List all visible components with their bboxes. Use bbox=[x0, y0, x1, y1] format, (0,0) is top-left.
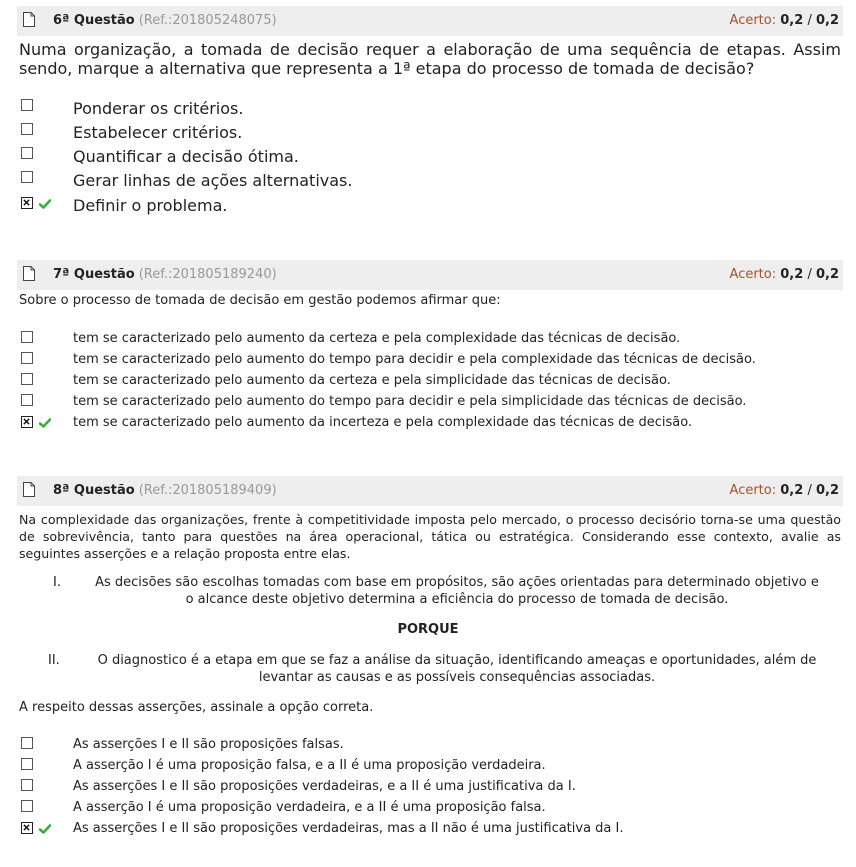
question-8-header bbox=[17, 476, 843, 506]
option-text: Quantificar a decisão ótima. bbox=[73, 147, 299, 166]
question-8-statement: Na complexidade das organizações, frente à competitividade imposta pelo mercado, o processo decisório torna-se uma questão de sobrevivência, tanto para questões na área operacional, tática ou estratégica. Considerando esse contexto, avalie as seguintes asserções e a relação proposta entre elas. bbox=[19, 512, 841, 561]
checkbox[interactable] bbox=[21, 352, 33, 364]
option-text: Definir o problema. bbox=[73, 196, 228, 215]
checkbox[interactable] bbox=[21, 394, 33, 406]
x-mark-icon bbox=[22, 417, 31, 426]
assertion-2-number: II. bbox=[48, 653, 60, 668]
question-number: 6ª Questão (Ref.:201805248075) bbox=[53, 13, 277, 28]
document-icon bbox=[23, 12, 35, 27]
question-6-header bbox=[17, 6, 843, 36]
assertion-1-line-1: As decisões são escolhas tomadas com base em propósitos, são ações orientadas para determinado objetivo e bbox=[95, 575, 819, 590]
option-text: Gerar linhas de ações alternativas. bbox=[73, 171, 353, 190]
score: Acerto: 0,2 / 0,2 bbox=[729, 13, 839, 28]
checkbox[interactable] bbox=[21, 758, 33, 770]
question-7-header bbox=[17, 260, 843, 290]
question-7-statement: Sobre o processo de tomada de decisão em gestão podemos afirmar que: bbox=[19, 293, 501, 308]
option-text: A asserção I é uma proposição verdadeira, e a II é uma proposição falsa. bbox=[73, 800, 546, 815]
assertion-2-line-2: levantar as causas e as possíveis consequências associadas. bbox=[258, 670, 656, 685]
checkbox[interactable] bbox=[21, 800, 33, 812]
checkbox-checked[interactable] bbox=[21, 822, 33, 834]
assertion-1-line-2: o alcance deste objetivo determina a eficiência do processo de tomada de decisão. bbox=[185, 592, 729, 607]
document-icon bbox=[23, 266, 35, 281]
option-text: tem se caracterizado pelo aumento da certeza e pela complexidade das técnicas de decisão. bbox=[73, 331, 681, 346]
checkbox[interactable] bbox=[21, 779, 33, 791]
checkbox[interactable] bbox=[21, 373, 33, 385]
option-text: As asserções I e II são proposições verdadeiras, mas a II não é uma justificativa da I. bbox=[73, 821, 624, 836]
question-ref: (Ref.:201805189409) bbox=[138, 483, 277, 498]
assertion-1-number: I. bbox=[53, 575, 61, 590]
x-mark-icon bbox=[22, 198, 31, 207]
option-text: As asserções I e II são proposições falsas. bbox=[73, 737, 344, 752]
checkbox[interactable] bbox=[21, 99, 33, 111]
correct-check-icon bbox=[39, 199, 51, 209]
checkbox[interactable] bbox=[21, 123, 33, 135]
correct-check-icon bbox=[39, 418, 51, 428]
question-number: 8ª Questão (Ref.:201805189409) bbox=[53, 483, 277, 498]
checkbox[interactable] bbox=[21, 171, 33, 183]
checkbox-checked[interactable] bbox=[21, 197, 33, 209]
option-text: tem se caracterizado pelo aumento da incerteza e pela complexidade das técnicas de decisão. bbox=[73, 415, 693, 430]
porque-label: PORQUE bbox=[397, 622, 459, 637]
checkbox[interactable] bbox=[21, 147, 33, 159]
checkbox[interactable] bbox=[21, 737, 33, 749]
question-number: 7ª Questão (Ref.:201805189240) bbox=[53, 267, 277, 282]
option-text: tem se caracterizado pelo aumento do tempo para decidir e pela simplicidade das técnicas de decisão. bbox=[73, 394, 747, 409]
assertion-2-line-1: O diagnostico é a etapa em que se faz a análise da situação, identificando ameaças e oportunidades, além de bbox=[97, 653, 817, 668]
option-text: tem se caracterizado pelo aumento da certeza e pela simplicidade das técnicas de decisão. bbox=[73, 373, 671, 388]
checkbox[interactable] bbox=[21, 331, 33, 343]
score: Acerto: 0,2 / 0,2 bbox=[729, 483, 839, 498]
checkbox-checked[interactable] bbox=[21, 416, 33, 428]
question-ref: (Ref.:201805248075) bbox=[138, 13, 277, 28]
score: Acerto: 0,2 / 0,2 bbox=[729, 267, 839, 282]
option-text: As asserções I e II são proposições verdadeiras, e a II é uma justificativa da I. bbox=[73, 779, 576, 794]
option-text: tem se caracterizado pelo aumento do tempo para decidir e pela complexidade das técnicas de decisão. bbox=[73, 352, 756, 367]
question-6-statement: Numa organização, a tomada de decisão requer a elaboração de uma sequência de etapas. Assim sendo, marque a alternativa que representa a 1ª etapa do processo de tomada de decisão? bbox=[19, 40, 841, 78]
question-ref: (Ref.:201805189240) bbox=[138, 267, 277, 282]
option-text: Estabelecer critérios. bbox=[73, 123, 243, 142]
question-8-prompt: A respeito dessas asserções, assinale a opção correta. bbox=[19, 700, 374, 715]
x-mark-icon bbox=[22, 823, 31, 832]
option-text: Ponderar os critérios. bbox=[73, 99, 244, 118]
option-text: A asserção I é uma proposição falsa, e a II é uma proposição verdadeira. bbox=[73, 758, 546, 773]
correct-check-icon bbox=[39, 824, 51, 834]
document-icon bbox=[23, 482, 35, 497]
